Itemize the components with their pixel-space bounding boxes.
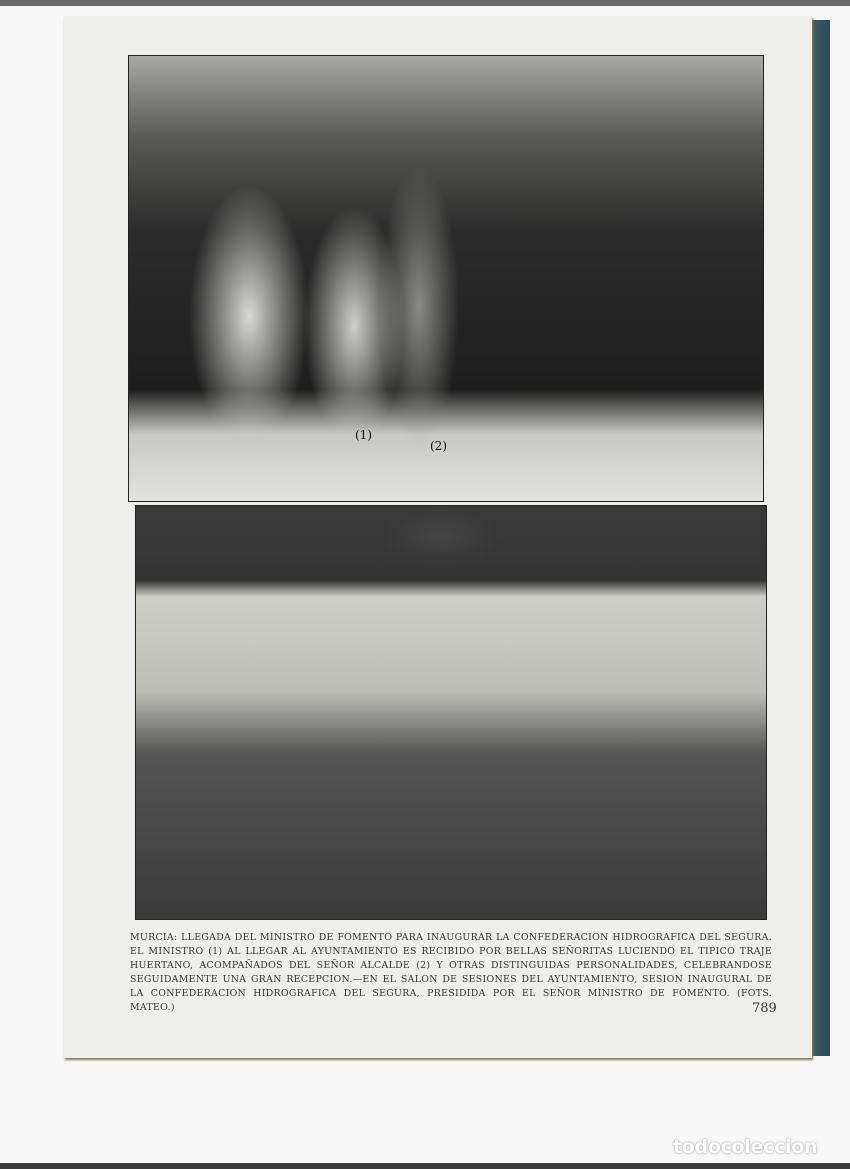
binding-spine: [812, 20, 830, 1056]
watermark-logo: todocoleccion: [673, 1136, 818, 1158]
scan-bottom-edge: [0, 1163, 850, 1169]
photo-council-session-hall: [135, 505, 767, 920]
magazine-page: [64, 16, 812, 1058]
photo-label-1: (1): [355, 428, 372, 442]
photo-reception-group: [128, 55, 764, 502]
scan-top-edge: [0, 0, 850, 6]
photo-label-2: (2): [430, 439, 447, 453]
page-number: 789: [752, 1001, 777, 1016]
photo-caption: MURCIA: LLEGADA DEL MINISTRO DE FOMENTO PARA INAUGURAR LA CONFEDERACION HIDROGRAFICA DEL SEGURA. EL MINISTRO (1) AL LLEGAR AL AYUNTAMIENTO ES RECIBIDO POR BELLAS SEÑORITAS LUCIENDO EL TIPICO TRAJE HUERTANO, ACOMPAÑADOS DEL SEÑOR ALCALDE (2) Y OTRAS DISTINGUIDAS PERSONALIDADES, CELEBRANDOSE SEGUIDAMENTE UNA GRAN RECEPCION.—EN EL SALON DE SESIONES DEL AYUNTAMIENTO, SESION INAUGURAL DE LA CONFEDERACION HIDROGRAFICA DEL SEGURA, PRESIDIDA POR EL SEÑOR MINISTRO DE FOMENTO. (FOTS. MATEO.): [130, 932, 772, 1013]
